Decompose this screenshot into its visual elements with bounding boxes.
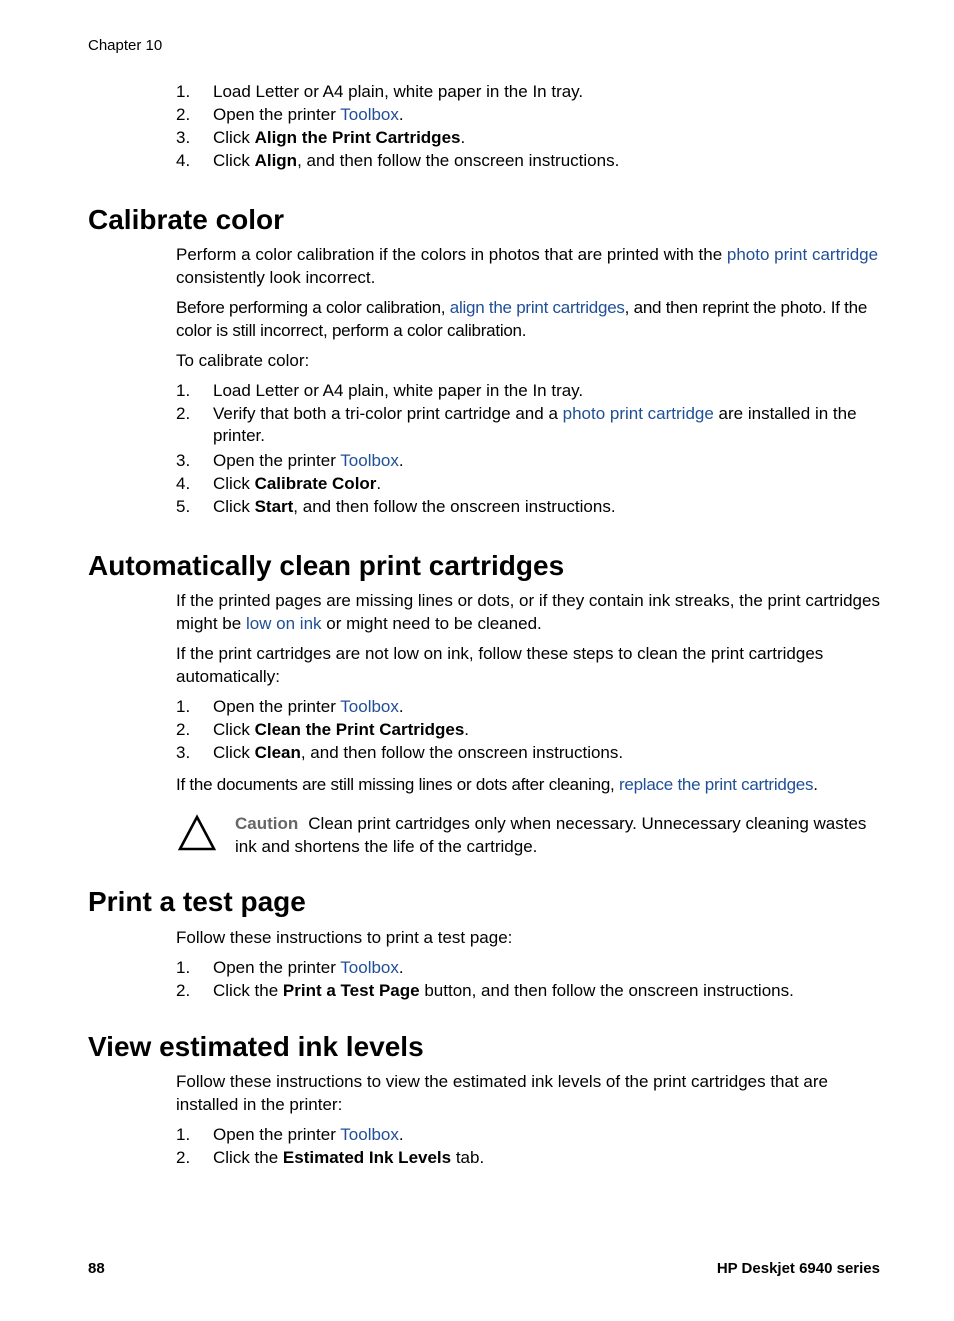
photo-print-cartridge-link[interactable]: photo print cartridge <box>726 245 879 264</box>
ui-term: Start <box>254 497 294 516</box>
chapter-label: Chapter 10 <box>88 37 163 54</box>
ui-term: Estimated Ink Levels <box>282 1148 452 1167</box>
step-number: 4. <box>176 474 191 493</box>
clean-conditions-paragraph: If the print cartridges are not low on ink, follow these steps to clean the print cartridges automatically: <box>176 644 824 686</box>
ink-levels-intro: Follow these instructions to view the estimated ink levels of the print cartridges that are installed in the printer: <box>176 1072 828 1114</box>
test-page-steps-list <box>176 957 886 1003</box>
list-item <box>176 1147 886 1170</box>
toolbox-link[interactable]: Toolbox <box>340 451 399 470</box>
step-number: 3. <box>176 743 191 762</box>
caution-triangle-icon <box>177 814 217 852</box>
step-text: Click <box>213 497 255 516</box>
list-item <box>176 1124 886 1147</box>
step-number: 2. <box>176 1148 191 1167</box>
clean-intro-paragraph <box>176 590 886 635</box>
step-text: . <box>464 720 470 739</box>
step-text: Verify that both a tri-color print cartridge and a <box>213 404 563 423</box>
paragraph-text: If the printed pages are missing lines or dots, or if they contain ink streaks, the print cartridges might be <box>176 591 880 633</box>
step-text: Click <box>213 743 255 762</box>
step-text: are installed in the printer. <box>213 404 857 445</box>
paragraph-text: If the documents are still missing lines or dots after cleaning, <box>176 775 619 794</box>
paragraph-text: , and then reprint the photo. If the color is still incorrect, perform a color calibration. <box>176 298 868 340</box>
step-text: . <box>398 1125 404 1144</box>
clean-steps-list <box>176 696 886 765</box>
ui-term: Clean the Print Cartridges <box>254 720 465 739</box>
caution-note <box>235 812 885 858</box>
list-item <box>176 719 886 742</box>
caution-message: Clean print cartridges only when necessary. Unnecessary cleaning wastes ink and shortens the life of the cartridge. <box>235 814 867 856</box>
calibrate-color-heading: Calibrate color <box>88 204 285 235</box>
step-text: Click the <box>213 1148 283 1167</box>
step-number: 2. <box>176 981 191 1000</box>
list-item <box>176 104 886 127</box>
test-page-heading: Print a test page <box>88 886 306 917</box>
step-number: 1. <box>176 1125 191 1144</box>
align-steps-list <box>176 81 886 173</box>
ui-term: Clean <box>254 743 301 762</box>
step-text: Click <box>213 474 255 493</box>
step-text: . <box>398 697 404 716</box>
calibrate-steps-list <box>176 380 886 519</box>
ink-levels-heading: View estimated ink levels <box>88 1031 424 1062</box>
step-number: 1. <box>176 381 191 400</box>
step-text: . <box>398 105 404 124</box>
calibrate-before-paragraph <box>176 297 886 342</box>
clean-followup-paragraph <box>176 774 886 797</box>
paragraph-text: or might need to be cleaned. <box>321 613 542 633</box>
step-number: 1. <box>176 82 191 101</box>
step-number: 1. <box>176 958 191 977</box>
calibrate-intro-paragraph <box>176 244 886 289</box>
step-text: tab. <box>451 1148 485 1167</box>
step-text: Load Letter or A4 plain, white paper in the In tray. <box>213 82 584 101</box>
step-text: , and then follow the onscreen instructions. <box>293 497 616 516</box>
list-item <box>176 473 886 496</box>
paragraph-text: consistently look incorrect. <box>176 267 376 287</box>
step-number: 1. <box>176 697 191 716</box>
ui-term: Calibrate Color <box>254 474 377 493</box>
paragraph-text: . <box>813 775 818 794</box>
step-text: Click <box>213 720 255 739</box>
list-item <box>176 127 886 150</box>
step-text: Load Letter or A4 plain, white paper in the In tray. <box>213 381 584 400</box>
step-text: Click <box>213 151 255 170</box>
replace-print-cartridges-link[interactable]: replace the print cartridges <box>618 775 814 794</box>
step-text: Open the printer <box>213 697 341 716</box>
step-number: 5. <box>176 497 191 516</box>
list-item <box>176 450 886 473</box>
toolbox-link[interactable]: Toolbox <box>340 1125 399 1144</box>
toolbox-link[interactable]: Toolbox <box>340 105 399 124</box>
ui-term: Print a Test Page <box>282 981 420 1000</box>
list-item <box>176 403 886 450</box>
low-on-ink-link[interactable]: low on ink <box>245 613 322 633</box>
step-text: button, and then follow the onscreen instructions. <box>419 981 794 1000</box>
step-number: 3. <box>176 128 191 147</box>
toolbox-link[interactable]: Toolbox <box>340 958 399 977</box>
step-text: Open the printer <box>213 451 341 470</box>
list-item <box>176 496 886 519</box>
step-text: , and then follow the onscreen instructions. <box>297 151 620 170</box>
step-text: . <box>398 958 404 977</box>
list-item <box>176 957 886 980</box>
align-print-cartridges-link[interactable]: align the print cartridges <box>449 298 625 317</box>
toolbox-link[interactable]: Toolbox <box>340 697 399 716</box>
caution-label: Caution <box>235 814 299 833</box>
step-number: 2. <box>176 720 191 739</box>
ink-levels-steps-list <box>176 1124 886 1170</box>
step-text: . <box>460 128 466 147</box>
clean-cartridges-heading: Automatically clean print cartridges <box>88 550 565 581</box>
paragraph-text: Before performing a color calibration, <box>176 298 450 317</box>
list-item <box>176 696 886 719</box>
list-item <box>176 150 886 173</box>
step-number: 2. <box>176 105 191 124</box>
list-item <box>176 81 886 104</box>
ui-term: Align the Print Cartridges <box>254 128 461 147</box>
step-text: . <box>398 451 404 470</box>
list-item <box>176 980 886 1003</box>
list-item <box>176 380 886 403</box>
list-item <box>176 742 886 765</box>
product-name: HP Deskjet 6940 series <box>716 1260 880 1277</box>
step-text: Click the <box>213 981 283 1000</box>
step-number: 4. <box>176 151 191 170</box>
ui-term: Align <box>254 151 298 170</box>
step-text: Open the printer <box>213 1125 341 1144</box>
step-text: Open the printer <box>213 105 341 124</box>
step-text: Open the printer <box>213 958 341 977</box>
page-number: 88 <box>88 1260 105 1277</box>
step-text: , and then follow the onscreen instructions. <box>300 743 624 762</box>
step-text: Click <box>213 128 255 147</box>
calibrate-steps-intro: To calibrate color: <box>176 351 310 370</box>
step-number: 3. <box>176 451 191 470</box>
test-page-intro: Follow these instructions to print a test page: <box>176 928 513 947</box>
step-number: 2. <box>176 404 191 423</box>
paragraph-text: Perform a color calibration if the colors in photos that are printed with the <box>176 245 727 264</box>
photo-print-cartridge-link[interactable]: photo print cartridge <box>562 404 714 423</box>
step-text: . <box>376 474 382 493</box>
